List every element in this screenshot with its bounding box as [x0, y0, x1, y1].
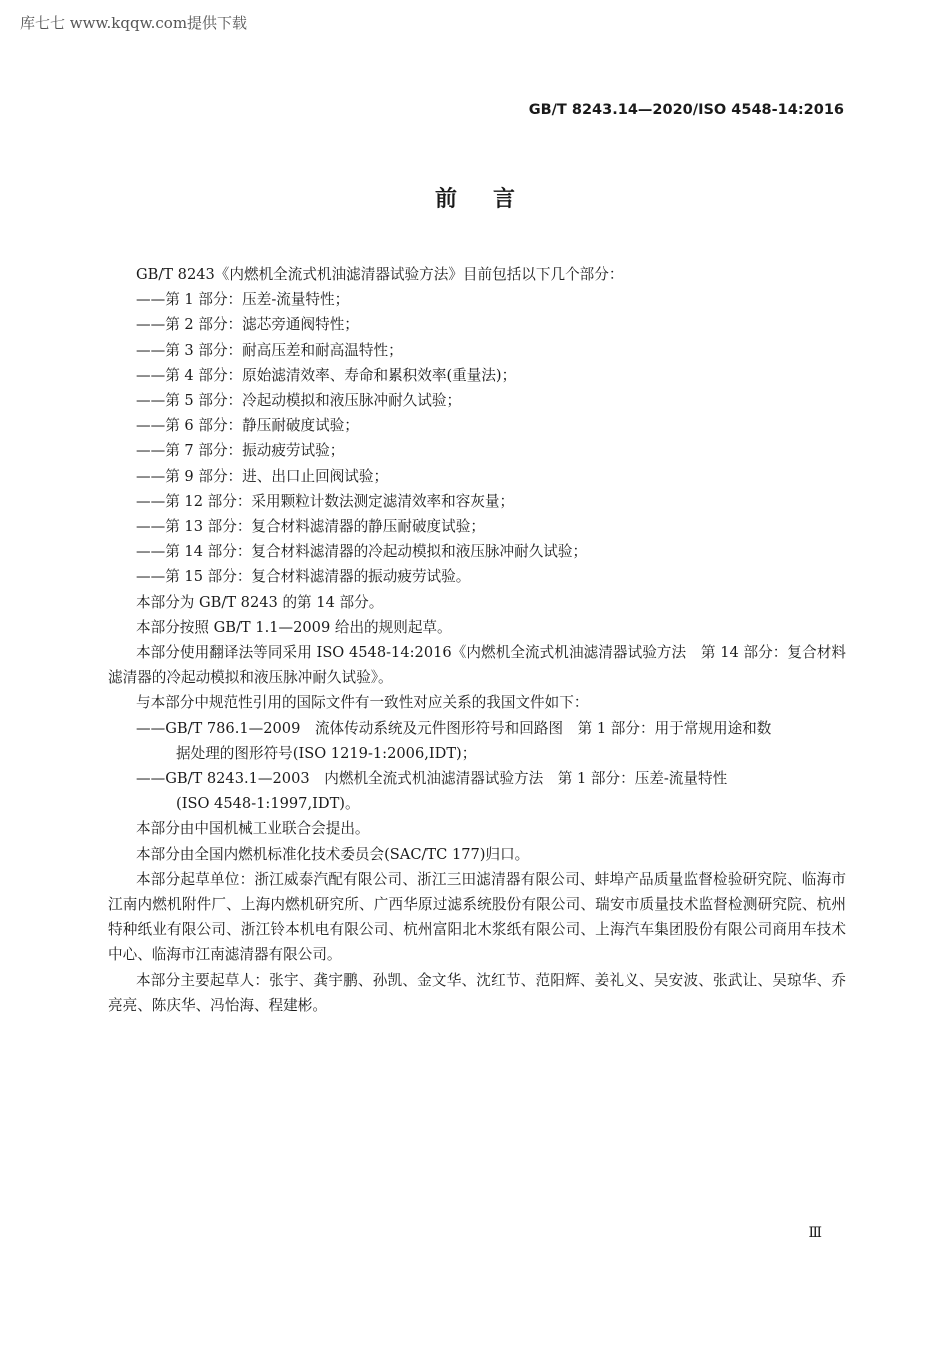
foreword-body [108, 262, 846, 1018]
correspondence-paragraph: 与本部分中规范性引用的国际文件有一致性对应关系的我国文件如下： [136, 694, 589, 712]
reference-item-line: ——GB/T 8243.1—2003 内燃机全流式机油滤清器试验方法 第 1 部分：压差-流量特性 [136, 770, 728, 788]
drafting-units-paragraph: 本部分起草单位：浙江威泰汽配有限公司、浙江三田滤清器有限公司、蚌埠产品质量监督检验研究院、临海市江南内燃机附件厂、上海内燃机研究所、广西华原过滤系统股份有限公司、瑞安市质量技术监督检测研究院、杭州特种纸业有限公司、浙江铃本机电有限公司、杭州富阳北木浆纸有限公司、上海汽车集团股份有限公司商用车技术中心、临海市江南滤清器有限公司。 [108, 870, 846, 964]
reference-item-line: ——GB/T 786.1—2009 流体传动系统及元件图形符号和回路图 第 1 部分：用于常规用途和数 [136, 719, 772, 737]
page-number: Ⅲ [808, 1225, 822, 1241]
list-item: ——第 6 部分：静压耐破度试验； [136, 417, 359, 435]
list-item: ——第 4 部分：原始滤清效率、寿命和累积效率(重量法)； [136, 366, 517, 384]
list-item: ——第 9 部分：进、出口止回阀试验； [136, 467, 389, 485]
list-item: ——第 5 部分：冷起动模拟和液压脉冲耐久试验； [136, 392, 462, 410]
list-item: ——第 3 部分：耐高压差和耐高温特性； [136, 341, 403, 359]
centralized-by-paragraph: 本部分由全国内燃机标准化技术委员会(SAC/TC 177)归口。 [136, 845, 530, 863]
list-item: ——第 12 部分：采用颗粒计数法测定滤清效率和容灰量； [136, 492, 515, 510]
reference-item-continuation: 据处理的图形符号(ISO 1219-1:2006,IDT)； [176, 744, 477, 762]
drafters-paragraph: 本部分主要起草人：张宇、龚宇鹏、孙凯、金文华、沈红节、范阳辉、姜礼义、吴安波、张武让、吴琼华、乔亮亮、陈庆华、冯怡海、程建彬。 [108, 971, 846, 1014]
list-item: ——第 15 部分：复合材料滤清器的振动疲劳试验。 [136, 568, 471, 586]
list-item: ——第 7 部分：振动疲劳试验； [136, 442, 345, 460]
standard-code: GB/T 8243.14—2020/ISO 4548-14:2016 [528, 102, 844, 118]
part-of-paragraph: 本部分为 GB/T 8243 的第 14 部分。 [136, 593, 384, 611]
proposed-by-paragraph: 本部分由中国机械工业联合会提出。 [136, 820, 370, 838]
watermark-text: 库七七 www.kqqw.com提供下载 [20, 14, 248, 32]
list-item: ——第 1 部分：压差-流量特性； [136, 291, 350, 309]
list-item: ——第 13 部分：复合材料滤清器的静压耐破度试验； [136, 518, 485, 536]
list-item: ——第 2 部分：滤芯旁通阀特性； [136, 316, 359, 334]
translation-paragraph: 本部分使用翻译法等同采用 ISO 4548-14:2016《内燃机全流式机油滤清器试验方法 第 14 部分：复合材料滤清器的冷起动模拟和液压脉冲耐久试验》。 [108, 644, 846, 687]
intro-paragraph: GB/T 8243《内燃机全流式机油滤清器试验方法》目前包括以下几个部分： [136, 266, 624, 283]
page-title: 前言 [434, 186, 551, 212]
reference-item-continuation: (ISO 4548-1:1997,IDT)。 [176, 795, 360, 813]
drafting-rules-paragraph: 本部分按照 GB/T 1.1—2009 给出的规则起草。 [136, 618, 452, 636]
list-item: ——第 14 部分：复合材料滤清器的冷起动模拟和液压脉冲耐久试验； [136, 543, 588, 561]
